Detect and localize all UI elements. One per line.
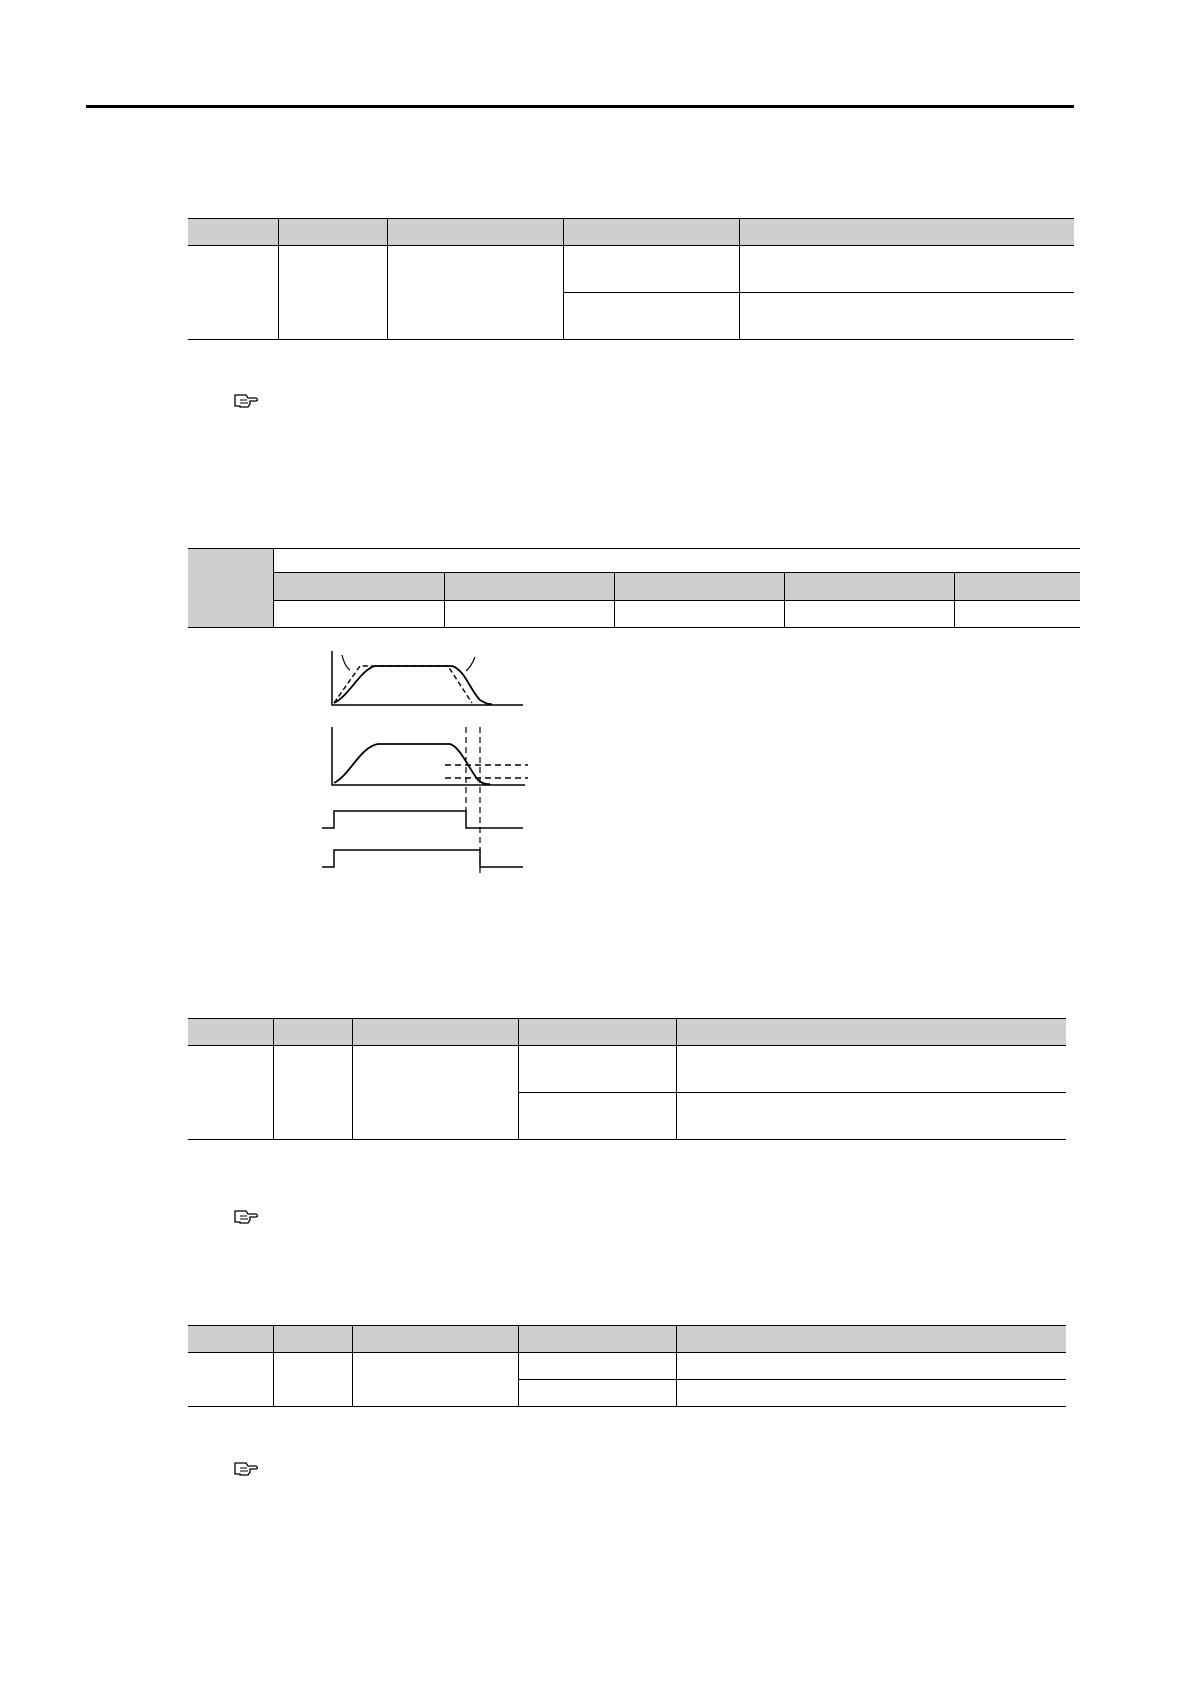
- table-row: [188, 1353, 1066, 1380]
- table-cell: [273, 1353, 352, 1407]
- label-leader-right: [466, 657, 475, 671]
- header-cell: [739, 219, 1074, 246]
- table-cell: [518, 1380, 676, 1407]
- table-row: [188, 246, 1074, 293]
- header-cell: [188, 219, 278, 246]
- header-cell: [518, 1326, 676, 1353]
- table-cell: [563, 246, 739, 293]
- table-cell: [518, 1093, 676, 1140]
- page-top-rule: [86, 105, 1074, 108]
- parameter-table-1: [188, 218, 1074, 340]
- table-cell: [188, 246, 278, 340]
- speed-plot-axes: [332, 651, 523, 705]
- header-cell: [563, 219, 739, 246]
- parameter-table-3: [188, 1325, 1066, 1407]
- table-cell: [188, 1046, 273, 1140]
- table-cell: [387, 246, 563, 340]
- table-header-row: [188, 1326, 1066, 1353]
- pointing-hand-icon: [234, 390, 260, 410]
- table-cell: [352, 1353, 518, 1407]
- table-cell: [188, 1353, 273, 1407]
- table-cell: [676, 1093, 1066, 1140]
- header-cell: [676, 1326, 1066, 1353]
- table-cell: [518, 1046, 676, 1093]
- pointing-hand-icon: [234, 1458, 260, 1478]
- table-cell: [676, 1380, 1066, 1407]
- parameter-table-2: [188, 1018, 1066, 1140]
- table-cell: [278, 246, 387, 340]
- header-cell: [273, 1019, 352, 1046]
- header-cell: [352, 1019, 518, 1046]
- table-header-row: [188, 1019, 1066, 1046]
- control-timing-table: [188, 548, 1080, 628]
- header-cell: [188, 1019, 273, 1046]
- label-leader-left: [342, 655, 350, 670]
- table-cell: [739, 293, 1074, 340]
- header-cell: [278, 219, 387, 246]
- header-cell: [387, 219, 563, 246]
- table-header-row: [188, 219, 1074, 246]
- table-cell: [739, 246, 1074, 293]
- timing-diagram: [320, 645, 540, 885]
- table-row: [188, 1046, 1066, 1093]
- table-cell: [676, 1046, 1066, 1093]
- table-cell: [563, 293, 739, 340]
- header-cell: [273, 1326, 352, 1353]
- table-cell: [352, 1046, 518, 1140]
- table-cell: [518, 1353, 676, 1380]
- header-cell: [352, 1326, 518, 1353]
- header-cell: [518, 1019, 676, 1046]
- pointing-hand-icon: [234, 1206, 260, 1226]
- table-row-header-cell: [188, 548, 273, 628]
- table-cell: [676, 1353, 1066, 1380]
- header-cell: [188, 1326, 273, 1353]
- signal-pulse-1: [322, 811, 523, 828]
- table-cell: [273, 1046, 352, 1140]
- header-cell: [676, 1019, 1066, 1046]
- signal-pulse-2: [322, 850, 523, 867]
